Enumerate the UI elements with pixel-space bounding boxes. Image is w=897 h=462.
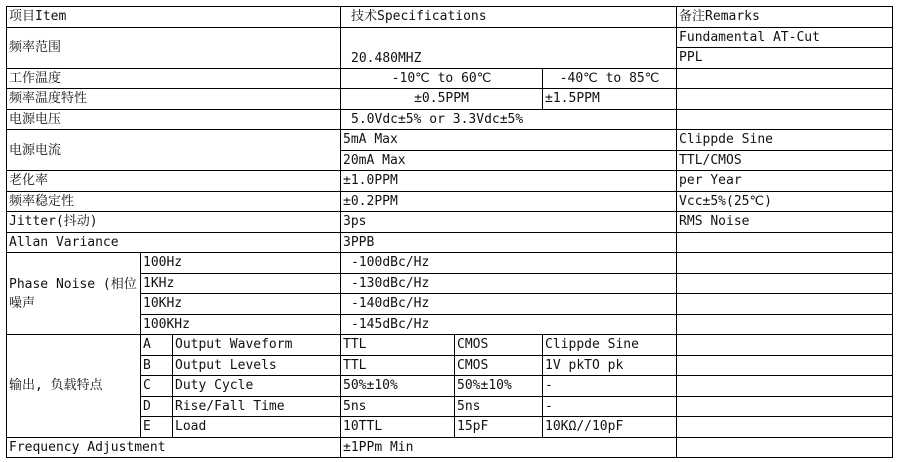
phase-noise-value: -130dBc/Hz (341, 273, 677, 294)
output-c2: 15pF (455, 417, 543, 438)
freq-stability-label: 频率稳定性 (7, 191, 341, 212)
table-row (7, 335, 893, 356)
supply-current-label: 电源电流 (7, 130, 341, 171)
supply-voltage-value: 5.0Vdc±5% or 3.3Vdc±5% (341, 109, 677, 130)
operating-temp-remark (677, 68, 893, 89)
phase-noise-label: Phase Noise (相位噪声 (7, 253, 141, 335)
table-row (7, 212, 893, 233)
output-name: Output Levels (173, 355, 341, 376)
table-row (7, 437, 893, 458)
freq-temp-remark (677, 89, 893, 110)
operating-temp-label: 工作温度 (7, 68, 341, 89)
phase-noise-offset: 100Hz (141, 253, 341, 274)
freq-range-remark-1: Fundamental AT-Cut (677, 27, 893, 48)
freq-temp-label: 频率温度特性 (7, 89, 341, 110)
freq-temp-value-2: ±1.5PPM (543, 89, 677, 110)
output-letter: A (141, 335, 173, 356)
output-c3: Clippde Sine (543, 335, 677, 356)
table-row (7, 130, 893, 151)
output-letter: C (141, 376, 173, 397)
output-c3: 1V pkTO pk (543, 355, 677, 376)
allan-remark (677, 232, 893, 253)
output-letter: B (141, 355, 173, 376)
phase-noise-offset: 10KHz (141, 294, 341, 315)
table-row (7, 171, 893, 192)
supply-voltage-remark (677, 109, 893, 130)
operating-temp-value-1: -10℃ to 60℃ (341, 68, 543, 89)
freq-stability-remark: Vcc±5%(25℃) (677, 191, 893, 212)
output-name: Load (173, 417, 341, 438)
header-remarks: 备注Remarks (677, 7, 893, 28)
table-row (7, 89, 893, 110)
jitter-label: Jitter(抖动) (7, 212, 341, 233)
output-label: 输出, 负载特点 (7, 335, 141, 438)
output-c3: 10KΩ//10pF (543, 417, 677, 438)
output-remark (677, 335, 893, 356)
output-letter: D (141, 396, 173, 417)
output-c2: CMOS (455, 335, 543, 356)
output-c2: CMOS (455, 355, 543, 376)
allan-label: Allan Variance (7, 232, 341, 253)
header-item: 项目Item (7, 7, 341, 28)
output-c3: - (543, 376, 677, 397)
table-row (7, 27, 893, 48)
phase-noise-remark (677, 253, 893, 274)
supply-voltage-label: 电源电压 (7, 109, 341, 130)
freq-range-value: 20.480MHZ (341, 27, 677, 68)
freq-adjust-remark (677, 437, 893, 458)
phase-noise-offset: 100KHz (141, 314, 341, 335)
table-row (7, 68, 893, 89)
freq-range-label: 频率范围 (7, 27, 341, 68)
phase-noise-value: -145dBc/Hz (341, 314, 677, 335)
table-row (7, 109, 893, 130)
supply-current-remark-2: TTL/CMOS (677, 150, 893, 171)
table-row (7, 232, 893, 253)
aging-remark: per Year (677, 171, 893, 192)
phase-noise-offset: 1KHz (141, 273, 341, 294)
freq-range-remark-2: PPL (677, 48, 893, 69)
output-remark (677, 376, 893, 397)
table-row (7, 253, 893, 274)
output-letter: E (141, 417, 173, 438)
supply-current-value-2: 20mA Max (341, 150, 677, 171)
output-c1: TTL (341, 335, 455, 356)
supply-current-remark-1: Clippde Sine (677, 130, 893, 151)
jitter-remark: RMS Noise (677, 212, 893, 233)
phase-noise-value: -140dBc/Hz (341, 294, 677, 315)
aging-value: ±1.0PPM (341, 171, 677, 192)
freq-adjust-value: ±1PPm Min (341, 437, 677, 458)
output-c1: 5ns (341, 396, 455, 417)
output-c3: - (543, 396, 677, 417)
supply-current-value-1: 5mA Max (341, 130, 677, 151)
freq-adjust-label: Frequency Adjustment (7, 437, 341, 458)
phase-noise-remark (677, 273, 893, 294)
jitter-value: 3ps (341, 212, 677, 233)
phase-noise-remark (677, 314, 893, 335)
phase-noise-remark (677, 294, 893, 315)
header-specifications: 技术Specifications (341, 7, 677, 28)
output-c1: 50%±10% (341, 376, 455, 397)
output-c2: 5ns (455, 396, 543, 417)
allan-value: 3PPB (341, 232, 677, 253)
output-c1: 10TTL (341, 417, 455, 438)
output-remark (677, 355, 893, 376)
header-row (7, 7, 893, 28)
table-row (7, 191, 893, 212)
output-remark (677, 417, 893, 438)
output-c2: 50%±10% (455, 376, 543, 397)
freq-temp-value-1: ±0.5PPM (341, 89, 543, 110)
aging-label: 老化率 (7, 171, 341, 192)
output-name: Rise/Fall Time (173, 396, 341, 417)
phase-noise-value: -100dBc/Hz (341, 253, 677, 274)
output-name: Output Waveform (173, 335, 341, 356)
specification-table (6, 6, 893, 458)
freq-stability-value: ±0.2PPM (341, 191, 677, 212)
output-name: Duty Cycle (173, 376, 341, 397)
operating-temp-value-2: -40℃ to 85℃ (543, 68, 677, 89)
output-remark (677, 396, 893, 417)
output-c1: TTL (341, 355, 455, 376)
